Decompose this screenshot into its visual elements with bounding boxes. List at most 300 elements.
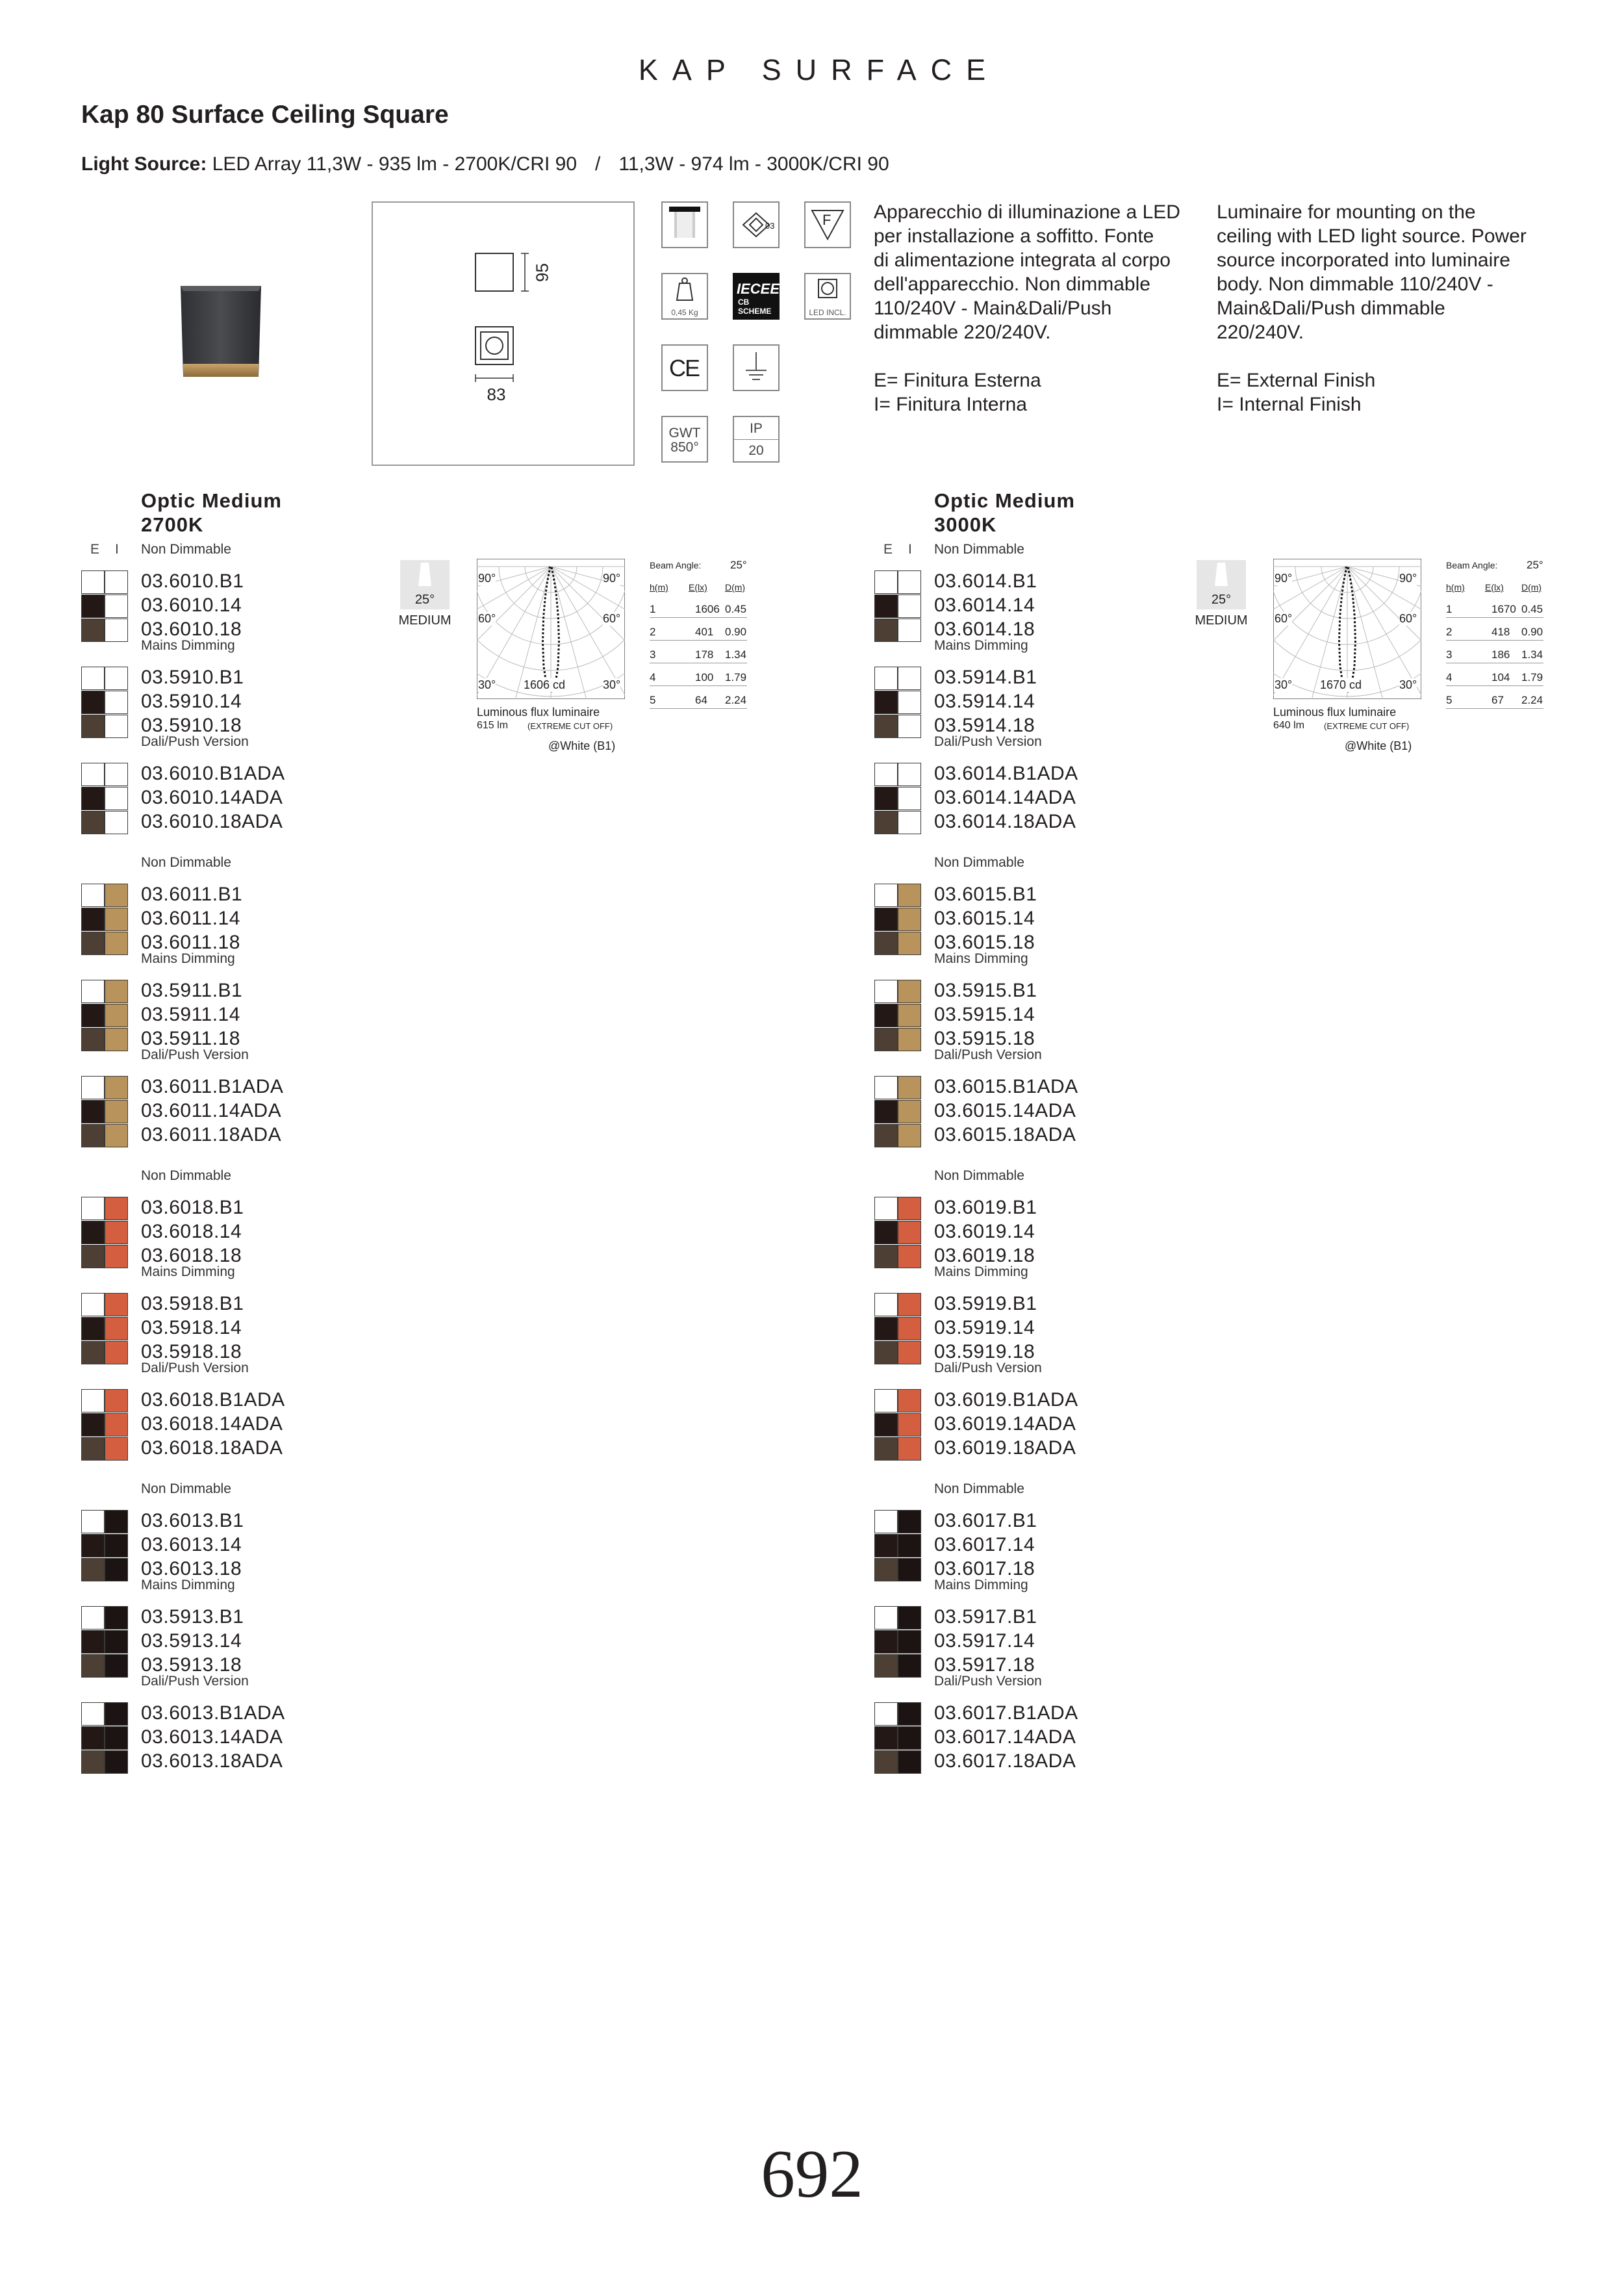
table-row-rule <box>650 640 747 641</box>
table-cell: 0.90 <box>1521 626 1543 638</box>
exterior-swatch <box>81 1654 105 1678</box>
exterior-swatch <box>81 908 105 931</box>
led-incl-label: LED INCL. <box>809 308 846 317</box>
category-label: Mains Dimming <box>141 638 235 653</box>
exterior-swatch <box>874 1293 898 1316</box>
product-photo <box>175 279 266 383</box>
product-code: 03.5911.B1 <box>141 980 243 1001</box>
interior-swatch <box>898 1654 921 1678</box>
interior-swatch <box>105 1245 128 1268</box>
interior-swatch <box>898 1124 921 1147</box>
exterior-swatch <box>874 667 898 690</box>
description-english <box>1217 200 1527 416</box>
interior-swatch <box>105 1654 128 1678</box>
interior-swatch <box>105 1630 128 1654</box>
product-code: 03.6015.14 <box>934 908 1035 929</box>
exterior-swatch <box>874 594 898 618</box>
finish-note: @White (B1) <box>1345 739 1412 752</box>
internal-finish-head: I <box>908 542 912 557</box>
flux-label: Luminous flux luminaire <box>477 706 600 719</box>
exterior-swatch <box>81 1076 105 1099</box>
table-cell: 1.79 <box>725 671 747 683</box>
table-cell: 1606 <box>695 603 720 615</box>
product-code: 03.6018.18ADA <box>141 1437 283 1459</box>
interior-swatch <box>898 1076 921 1099</box>
exterior-swatch <box>874 1028 898 1051</box>
f-mark-text: F <box>822 212 831 228</box>
interior-swatch <box>105 1341 128 1364</box>
table-row-rule <box>650 617 747 618</box>
external-finish-head: E <box>883 542 893 557</box>
polar-label-60-left: 60° <box>478 612 496 625</box>
flux-value: 615 lm <box>477 720 509 731</box>
light-source-line <box>81 153 889 175</box>
product-code: 03.6011.18ADA <box>141 1124 282 1145</box>
beam-angle-value: 25° <box>1527 559 1543 571</box>
desc-it-line: Apparecchio di illuminazione a LED <box>874 201 1180 223</box>
exterior-swatch <box>874 1245 898 1268</box>
product-code: 03.6014.B1 <box>934 570 1037 592</box>
exterior-swatch <box>81 1100 105 1123</box>
table-cell: 178 <box>695 648 714 661</box>
description-italian <box>874 200 1180 416</box>
exterior-swatch <box>874 908 898 931</box>
exterior-swatch <box>874 1004 898 1027</box>
interior-swatch <box>105 811 128 834</box>
beam-angle-label: Beam Angle: <box>650 560 702 570</box>
optic-title-line: Optic Medium <box>934 489 1075 512</box>
table-cell: 3 <box>1446 648 1453 661</box>
table-row-rule <box>1446 685 1543 686</box>
led-included-icon <box>804 273 851 320</box>
exterior-swatch <box>874 1606 898 1629</box>
category-label: Dali/Push Version <box>141 1361 249 1375</box>
product-code: 03.5911.14 <box>141 1004 240 1025</box>
weight-label: 0,45 Kg <box>671 308 698 317</box>
table-cell: 4 <box>1446 671 1453 683</box>
interior-swatch <box>898 1726 921 1750</box>
light-source-separator: / <box>595 153 601 175</box>
ip-rating-icon <box>733 416 780 463</box>
interior-swatch <box>105 1750 128 1774</box>
product-code: 03.6017.14 <box>934 1534 1035 1555</box>
beam-icon-label: MEDIUM <box>1195 613 1248 628</box>
polar-label-90-left: 90° <box>478 572 496 585</box>
height-dimension: 95 <box>532 263 552 282</box>
interior-swatch <box>898 1630 921 1654</box>
interior-swatch <box>898 811 921 834</box>
exterior-swatch <box>874 1197 898 1220</box>
table-cell: 1 <box>650 603 656 615</box>
product-code: 03.5913.B1 <box>141 1606 244 1628</box>
category-label: Dali/Push Version <box>934 734 1042 749</box>
ce-mark-icon <box>661 344 708 391</box>
desc-en-line: 220/240V. <box>1217 322 1304 343</box>
product-code: 03.6019.18ADA <box>934 1437 1076 1459</box>
polar-label-60-left: 60° <box>1275 612 1293 625</box>
interior-swatch <box>898 1389 921 1412</box>
interior-swatch <box>105 787 128 810</box>
table-cell: 1.34 <box>1521 648 1543 661</box>
interior-swatch <box>105 763 128 786</box>
interior-swatch <box>105 715 128 738</box>
cutoff-note: (EXTREME CUT OFF) <box>527 721 613 731</box>
interior-swatch <box>105 1413 128 1437</box>
category-label: Mains Dimming <box>934 1264 1028 1279</box>
product-code: 03.6011.14 <box>141 908 240 929</box>
exterior-swatch <box>81 1028 105 1051</box>
light-source-3000: 11,3W - 974 lm - 3000K/CRI 90 <box>618 153 889 175</box>
exterior-swatch <box>874 1389 898 1412</box>
polar-label-60-right: 60° <box>1399 612 1417 625</box>
beam-angle-label: Beam Angle: <box>1446 560 1498 570</box>
interior-swatch <box>105 932 128 955</box>
product-code: 03.6013.B1ADA <box>141 1702 285 1724</box>
interior-swatch <box>898 619 921 642</box>
desc-it-line: dell'apparecchio. Non dimmable <box>874 274 1150 295</box>
ceiling-mount-icon <box>661 201 708 248</box>
ground-icon <box>733 344 780 391</box>
exterior-swatch <box>874 1076 898 1099</box>
ip-value: 20 <box>748 443 764 458</box>
category-label: Dali/Push Version <box>141 1047 249 1062</box>
product-code: 03.5918.18 <box>141 1341 242 1362</box>
exterior-swatch <box>874 570 898 594</box>
product-code: 03.6015.B1 <box>934 884 1037 905</box>
max-candela: 1606 cd <box>524 678 566 691</box>
table-cell: 100 <box>695 671 714 683</box>
exterior-swatch <box>81 1534 105 1557</box>
exterior-swatch <box>874 715 898 738</box>
finish-note: @White (B1) <box>548 739 616 752</box>
product-code: 03.6018.B1 <box>141 1197 244 1218</box>
product-code: 03.5910.14 <box>141 691 242 712</box>
exterior-swatch <box>81 932 105 955</box>
product-code: 03.5913.18 <box>141 1654 242 1676</box>
table-cell: 104 <box>1491 671 1510 683</box>
desc-it-line: di alimentazione integrata al corpo <box>874 249 1171 271</box>
product-code: 03.6011.B1ADA <box>141 1076 284 1097</box>
product-code: 03.5917.B1 <box>934 1606 1037 1628</box>
table-header: h(m) <box>650 582 668 593</box>
exterior-swatch <box>81 1245 105 1268</box>
beam-icon-label: MEDIUM <box>398 613 451 628</box>
optic-title-line: Optic Medium <box>141 489 282 512</box>
light-source-2700: LED Array 11,3W - 935 lm - 2700K/CRI 90 <box>212 153 577 175</box>
exterior-swatch <box>81 1558 105 1581</box>
interior-swatch <box>898 1197 921 1220</box>
beam-icon-angle: 25° <box>1211 593 1232 607</box>
exterior-swatch <box>874 1750 898 1774</box>
product-code: 03.5914.14 <box>934 691 1035 712</box>
category-label: Dali/Push Version <box>141 734 249 749</box>
interior-swatch <box>898 1221 921 1244</box>
category-label: Dali/Push Version <box>934 1047 1042 1062</box>
exterior-swatch <box>874 1510 898 1533</box>
table-cell: 2.24 <box>1521 694 1543 706</box>
table-cell: 1670 <box>1491 603 1516 615</box>
product-code: 03.6019.18 <box>934 1245 1035 1266</box>
product-code: 03.6017.B1 <box>934 1510 1037 1531</box>
finish-internal-it: I= Finitura Interna <box>874 394 1027 415</box>
polar-label-30-right: 30° <box>603 678 621 691</box>
product-code: 03.6017.18 <box>934 1558 1035 1579</box>
interior-swatch <box>105 1124 128 1147</box>
category-label: Non Dimmable <box>141 1168 231 1183</box>
interior-swatch <box>105 1437 128 1461</box>
exterior-swatch <box>874 1221 898 1244</box>
ip-label: IP <box>750 421 763 436</box>
product-code: 03.6010.B1 <box>141 570 244 592</box>
product-code: 03.6010.18ADA <box>141 811 283 832</box>
exterior-swatch <box>81 763 105 786</box>
interior-swatch <box>898 715 921 738</box>
exterior-swatch <box>874 884 898 907</box>
polar-label-60-right: 60° <box>603 612 621 625</box>
exterior-swatch <box>874 1534 898 1557</box>
product-code: 03.6014.18ADA <box>934 811 1076 832</box>
finish-external-it: E= Finitura Esterna <box>874 370 1041 391</box>
exterior-swatch <box>81 811 105 834</box>
interior-swatch <box>105 1028 128 1051</box>
exterior-swatch <box>81 1221 105 1244</box>
interior-swatch <box>105 594 128 618</box>
interior-swatch <box>105 908 128 931</box>
product-code: 03.6015.18 <box>934 932 1035 953</box>
product-code: 03.6015.B1ADA <box>934 1076 1078 1097</box>
product-code: 03.6010.14 <box>141 594 242 616</box>
exterior-swatch <box>874 1317 898 1340</box>
desc-en-line: Luminaire for mounting on the <box>1217 201 1476 223</box>
interior-swatch <box>898 1245 921 1268</box>
exterior-swatch <box>81 787 105 810</box>
interior-swatch <box>105 1702 128 1726</box>
product-code: 03.5919.14 <box>934 1317 1035 1338</box>
interior-swatch <box>105 1558 128 1581</box>
optic-cct: 3000K <box>934 513 997 536</box>
product-code: 03.5914.18 <box>934 715 1035 736</box>
scheme-text: SCHEME <box>738 307 772 316</box>
category-label: Dali/Push Version <box>934 1361 1042 1375</box>
product-code: 03.6011.14ADA <box>141 1100 282 1121</box>
optic-cct: 2700K <box>141 513 204 536</box>
table-cell: 1 <box>1446 603 1453 615</box>
table-cell: 1.34 <box>725 648 747 661</box>
product-code: 03.5915.14 <box>934 1004 1035 1025</box>
table-header: D(m) <box>725 582 746 593</box>
table-row-rule <box>1446 640 1543 641</box>
interior-swatch <box>105 570 128 594</box>
desc-en-line: ceiling with LED light source. Power <box>1217 225 1527 247</box>
category-label: Mains Dimming <box>141 951 235 966</box>
product-code: 03.5917.14 <box>934 1630 1035 1652</box>
product-code: 03.6017.B1ADA <box>934 1702 1078 1724</box>
product-code: 03.6019.14ADA <box>934 1413 1076 1435</box>
exterior-swatch <box>874 811 898 834</box>
interior-swatch <box>898 884 921 907</box>
exterior-swatch <box>874 1124 898 1147</box>
product-code: 03.6013.18ADA <box>141 1750 283 1772</box>
interior-swatch <box>105 1100 128 1123</box>
table-row-rule <box>650 685 747 686</box>
interior-swatch <box>898 1100 921 1123</box>
category-label: Non Dimmable <box>141 855 231 870</box>
interior-swatch <box>105 1389 128 1412</box>
table-cell: 401 <box>695 626 714 638</box>
interior-swatch <box>898 594 921 618</box>
exterior-swatch <box>81 1389 105 1412</box>
interior-swatch <box>105 884 128 907</box>
exterior-swatch <box>874 619 898 642</box>
iecee-cb-icon <box>733 273 780 320</box>
exterior-swatch <box>81 691 105 714</box>
beam-angle-value: 25° <box>730 559 747 571</box>
product-code: 03.5910.18 <box>141 715 242 736</box>
brand-title: KAP SURFACE <box>638 53 1000 86</box>
exterior-swatch <box>81 1437 105 1461</box>
exterior-swatch <box>874 932 898 955</box>
table-header: E(lx) <box>1485 582 1504 593</box>
table-cell: 4 <box>650 671 656 683</box>
interior-swatch <box>105 1510 128 1533</box>
exterior-swatch <box>81 1197 105 1220</box>
flux-value: 640 lm <box>1273 720 1305 731</box>
interior-swatch <box>898 763 921 786</box>
exterior-swatch <box>81 1004 105 1027</box>
interior-swatch <box>898 570 921 594</box>
table-row-rule <box>1446 617 1543 618</box>
product-code: 03.6014.14 <box>934 594 1035 616</box>
exterior-swatch <box>81 1317 105 1340</box>
product-code: 03.5915.B1 <box>934 980 1037 1001</box>
product-code: 03.6011.B1 <box>141 884 243 905</box>
category-label: Non Dimmable <box>934 542 1024 557</box>
table-cell: 64 <box>695 694 707 706</box>
product-code: 03.5910.B1 <box>141 667 244 688</box>
weight-icon <box>661 273 708 320</box>
exterior-swatch <box>81 1726 105 1750</box>
table-cell: 2 <box>650 626 656 638</box>
interior-swatch <box>105 1293 128 1316</box>
category-label: Mains Dimming <box>934 1578 1028 1592</box>
width-dimension: 83 <box>487 385 506 404</box>
exterior-swatch <box>81 980 105 1003</box>
interior-swatch <box>898 1341 921 1364</box>
exterior-swatch <box>874 1341 898 1364</box>
interior-swatch <box>105 980 128 1003</box>
page-number: 692 <box>761 2136 863 2212</box>
table-cell: 0.45 <box>1521 603 1543 615</box>
category-label: Non Dimmable <box>141 1481 231 1496</box>
product-code: 03.5914.B1 <box>934 667 1037 688</box>
interior-swatch <box>898 1413 921 1437</box>
exterior-swatch <box>81 619 105 642</box>
polar-label-30-left: 30° <box>1275 678 1293 691</box>
product-code: 03.5919.18 <box>934 1341 1035 1362</box>
product-code: 03.6017.14ADA <box>934 1726 1076 1748</box>
category-label: Mains Dimming <box>934 638 1028 653</box>
internal-finish-head: I <box>115 542 119 557</box>
interior-swatch <box>898 787 921 810</box>
desc-en-line: Main&Dali/Push dimmable <box>1217 298 1445 319</box>
exterior-swatch <box>874 787 898 810</box>
interior-swatch <box>105 1726 128 1750</box>
interior-swatch <box>898 932 921 955</box>
table-cell: 186 <box>1491 648 1510 661</box>
exterior-swatch <box>874 1630 898 1654</box>
category-label: Mains Dimming <box>141 1264 235 1279</box>
interior-swatch <box>105 667 128 690</box>
table-cell: 2.24 <box>725 694 747 706</box>
product-code: 03.6010.14ADA <box>141 787 283 808</box>
product-code: 03.6019.14 <box>934 1221 1035 1242</box>
interior-swatch <box>105 691 128 714</box>
product-code: 03.5913.14 <box>141 1630 242 1652</box>
interior-swatch <box>898 1606 921 1629</box>
product-code: 03.6014.14ADA <box>934 787 1076 808</box>
product-code: 03.6010.B1ADA <box>141 763 285 784</box>
table-header: D(m) <box>1521 582 1542 593</box>
category-label: Non Dimmable <box>934 1481 1024 1496</box>
f-mark-icon <box>804 201 851 248</box>
table-header: h(m) <box>1446 582 1465 593</box>
product-code: 03.5911.18 <box>141 1028 240 1049</box>
interior-swatch <box>105 1534 128 1557</box>
table-row-rule <box>1446 708 1543 709</box>
product-code: 03.6014.B1ADA <box>934 763 1078 784</box>
category-label: Non Dimmable <box>934 855 1024 870</box>
product-code: 03.6018.14 <box>141 1221 242 1242</box>
exterior-swatch <box>874 1654 898 1678</box>
table-cell: 5 <box>1446 694 1453 706</box>
exterior-swatch <box>81 1630 105 1654</box>
interior-swatch <box>105 1221 128 1244</box>
product-code: 03.6015.14ADA <box>934 1100 1076 1121</box>
product-code: 03.6018.B1ADA <box>141 1389 285 1411</box>
product-code: 03.5915.18 <box>934 1028 1035 1049</box>
interior-swatch <box>105 1004 128 1027</box>
light-source-label: Light Source: <box>81 153 207 175</box>
category-label: Dali/Push Version <box>141 1674 249 1689</box>
interior-swatch <box>898 1293 921 1316</box>
exterior-swatch <box>81 594 105 618</box>
table-cell: 2 <box>1446 626 1453 638</box>
interior-swatch <box>898 908 921 931</box>
interior-swatch <box>898 1534 921 1557</box>
cb-text: CB <box>738 298 750 307</box>
product-code: 03.6017.18ADA <box>934 1750 1076 1772</box>
table-cell: 67 <box>1491 694 1504 706</box>
exterior-swatch <box>81 570 105 594</box>
finish-external-en: E= External Finish <box>1217 370 1376 391</box>
product-code: 03.6019.B1 <box>934 1197 1037 1218</box>
technical-drawing <box>372 201 635 466</box>
interior-swatch <box>898 1702 921 1726</box>
exterior-swatch <box>874 1437 898 1461</box>
product-code: 03.6011.18 <box>141 932 240 953</box>
product-title: Kap 80 Surface Ceiling Square <box>81 101 449 129</box>
product-code: 03.6013.18 <box>141 1558 242 1579</box>
product-code: 03.6018.14ADA <box>141 1413 283 1435</box>
interior-swatch <box>898 1750 921 1774</box>
interior-swatch <box>898 1028 921 1051</box>
finish-internal-en: I= Internal Finish <box>1217 394 1362 415</box>
class-ii-icon <box>733 201 780 248</box>
desc-en-line: body. Non dimmable 110/240V - <box>1217 274 1493 295</box>
interior-swatch <box>105 1317 128 1340</box>
interior-swatch <box>898 1004 921 1027</box>
product-code: 03.5919.B1 <box>934 1293 1037 1314</box>
